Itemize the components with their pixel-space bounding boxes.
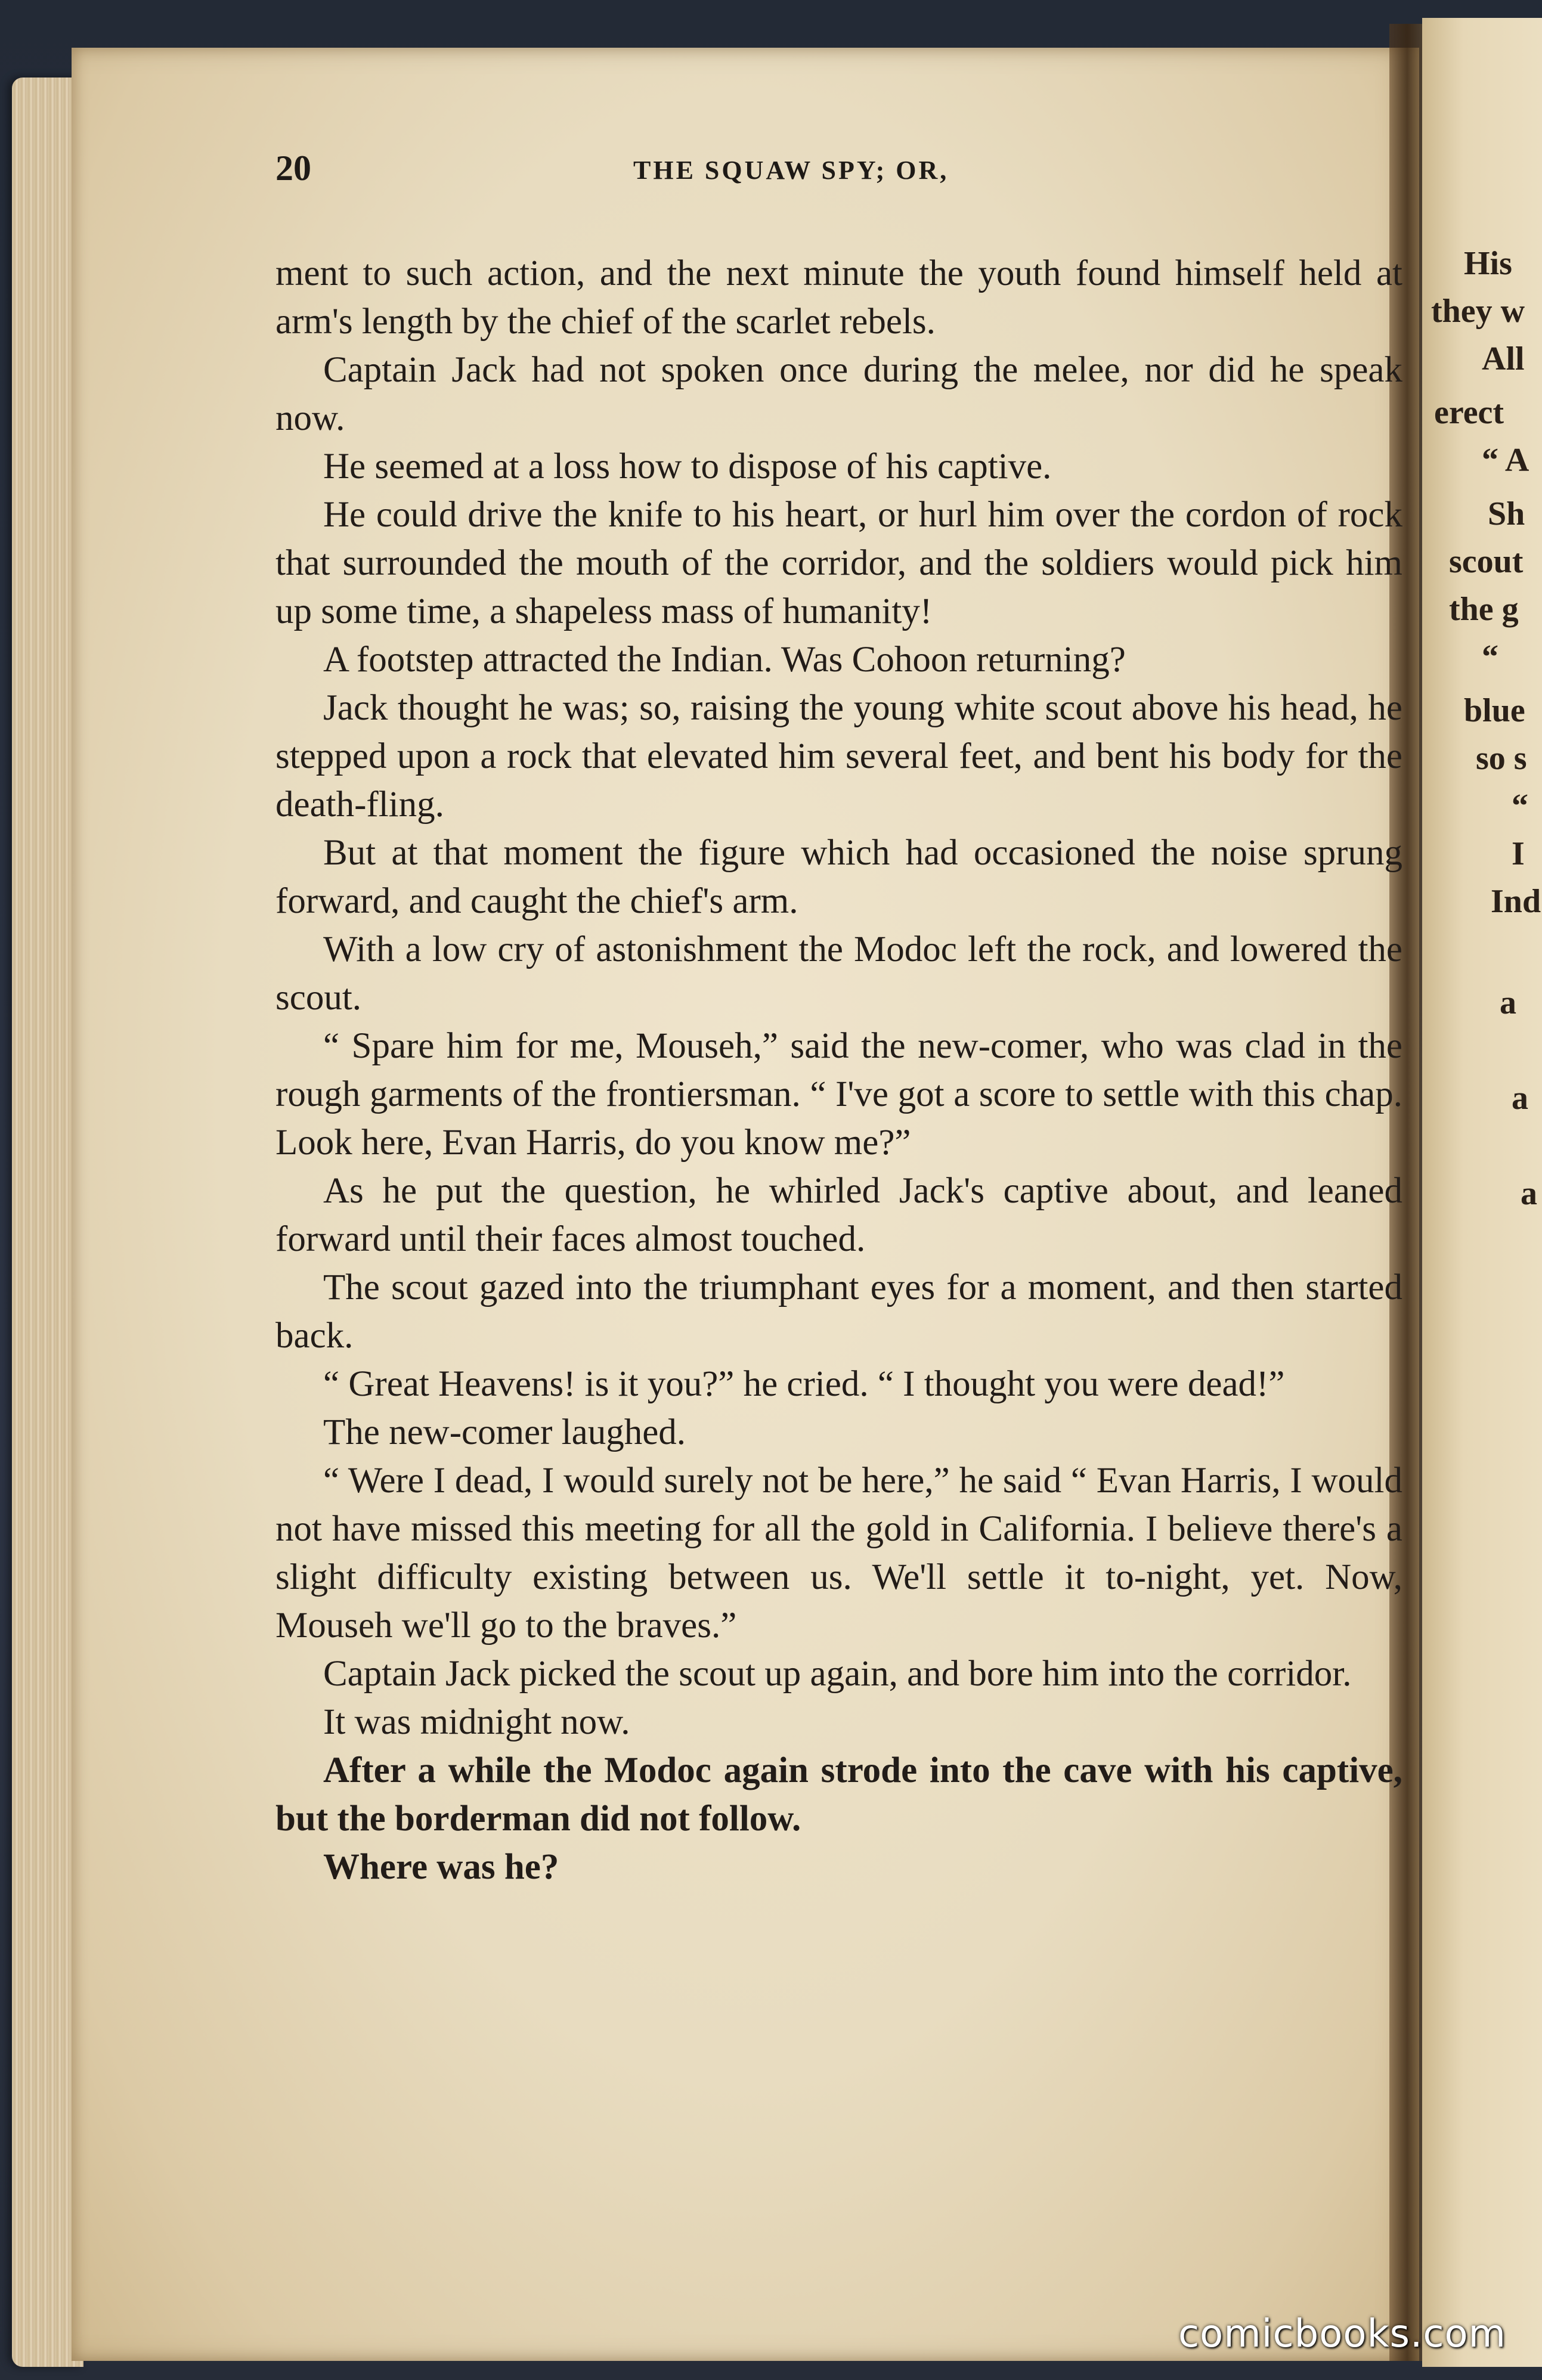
paragraph: “ Were I dead, I would surely not be here,” he said “ Evan Harris, I would not have missed this meeting for all the gold in California. I believe there's a slight difficulty existing between us. We'll settle it to-night, yet. Now, Mouseh we'll go to the braves.” — [275, 1461, 1402, 1645]
page-number: 20 — [275, 148, 311, 188]
facing-page-fragment: I — [1512, 835, 1525, 872]
facing-page-fragment: the g — [1449, 591, 1519, 628]
paragraph: After a while the Modoc again strode into the cave with his captive, but the borderman did not follow. — [275, 1750, 1402, 1839]
paragraph: A footstep attracted the Indian. Was Cohoon returning? — [323, 640, 1126, 680]
paragraph: Captain Jack picked the scout up again, and bore him into the corridor. — [323, 1654, 1352, 1694]
paragraph: He seemed at a loss how to dispose of his captive. — [323, 447, 1052, 486]
facing-page-fragment: Sh — [1488, 495, 1525, 532]
running-head: THE SQUAW SPY; OR, — [633, 156, 949, 185]
paragraph: “ Great Heavens! is it you?” he cried. “ I thought you were dead!” — [323, 1364, 1285, 1404]
facing-page-fragment: blue — [1464, 692, 1525, 729]
facing-page-fragment: so s — [1476, 740, 1527, 777]
facing-page-edge — [1422, 18, 1542, 2367]
facing-page-fragment: His — [1464, 245, 1512, 282]
facing-page-fragment: All — [1482, 340, 1525, 377]
body-text — [275, 249, 1402, 1891]
facing-page-fragment: “ A — [1482, 442, 1529, 479]
facing-page-fragment: scout — [1449, 543, 1524, 580]
paragraph: ment to such action, and the next minute the youth found himself held at arm's length by the chief of the scarlet rebels. — [275, 253, 1402, 342]
paragraph: But at that moment the figure which had occasioned the noise sprung forward, and caught the chief's arm. — [275, 833, 1402, 921]
facing-page-fragment: a — [1521, 1175, 1537, 1212]
paragraph: Where was he? — [323, 1847, 559, 1887]
facing-page-fragment: Ind — [1491, 883, 1541, 920]
paragraph: Jack thought he was; so, raising the young white scout above his head, he stepped upon a rock that elevated him several feet, and bent his body for the death-fling. — [275, 688, 1402, 825]
facing-page-fragment: “ — [1482, 639, 1498, 675]
paragraph: The scout gazed into the triumphant eyes for a moment, and then started back. — [275, 1268, 1402, 1356]
paragraph: The new-comer laughed. — [323, 1412, 686, 1452]
facing-page-fragment: they w — [1431, 293, 1525, 330]
page-header — [275, 148, 1408, 196]
facing-page-fragment: “ — [1512, 788, 1528, 825]
facing-page-fragment: a — [1512, 1080, 1528, 1117]
watermark: comicbooks.com — [1178, 2312, 1506, 2356]
paragraph: It was midnight now. — [323, 1702, 630, 1742]
facing-page-fragment: erect — [1434, 394, 1504, 431]
paragraph: Captain Jack had not spoken once during the melee, nor did he speak now. — [275, 350, 1402, 438]
paragraph: He could drive the knife to his heart, or hurl him over the cordon of rock that surrounded the mouth of the corridor, and the soldiers would pick him up some time, a shapeless mass of humanity! — [275, 495, 1402, 631]
paragraph: With a low cry of astonishment the Modoc left the rock, and lowered the scout. — [275, 929, 1402, 1018]
paragraph: “ Spare him for me, Mouseh,” said the new-comer, who was clad in the rough garments of the frontiersman. “ I've got a score to settle with this chap. Look here, Evan Harris, do you know me?” — [275, 1026, 1402, 1163]
paragraph: As he put the question, he whirled Jack's captive about, and leaned forward until their faces almost touched. — [275, 1171, 1402, 1259]
facing-page-fragment: a — [1500, 984, 1516, 1021]
